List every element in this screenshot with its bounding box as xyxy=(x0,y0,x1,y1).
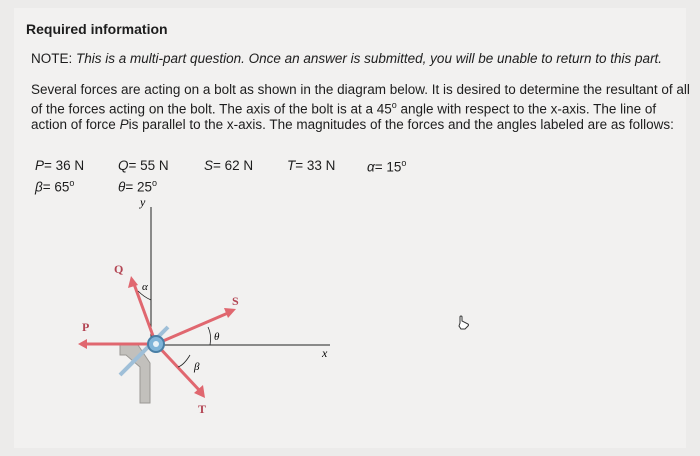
force-S-label: S xyxy=(232,294,239,308)
section-heading: Required information xyxy=(26,21,168,37)
beta-arc xyxy=(178,355,190,367)
mouse-pointer-icon xyxy=(456,315,472,331)
note-text xyxy=(31,51,681,66)
intro-part-2: angle with respect to the x-axis. The line of action of force xyxy=(31,101,657,132)
theta-arc xyxy=(208,327,211,345)
value-P: P= 36 N xyxy=(35,158,85,173)
intro-part-1: Several forces are acting on a bolt as shown in the diagram below. It is desired to determine the resultant of all of the forces acting on the bolt. The axis of the bolt is at a xyxy=(31,82,690,116)
value-beta: $\beta= 65^o$ xyxy=(35,178,75,195)
force-Q-arrowhead xyxy=(128,276,138,288)
intro-force: P xyxy=(119,116,129,132)
value-T: T= 33 N xyxy=(287,158,336,173)
force-T-label: T xyxy=(198,402,207,416)
force-Q-arrow xyxy=(134,284,156,344)
theta-label: θ xyxy=(214,331,220,343)
force-diagram xyxy=(60,195,350,425)
problem-statement: Several forces are acting on a bolt as shown in the diagram below. It is desired to determine the resultant of all of the forces acting on the bolt. The axis of the bolt is at a 45$^o$ angle with respect to the x-axis. The line of action of force Pis parallel to the x-axis. The magnitudes of the forces and the angles labeled are as follows: xyxy=(31,82,690,132)
intro-angle: 45 xyxy=(376,101,392,116)
value-alpha: $\alpha= 15^o$ xyxy=(367,158,407,175)
beta-label: β xyxy=(194,361,200,373)
y-axis-label: y xyxy=(140,195,146,209)
value-Q: Q= 55 N xyxy=(118,158,169,173)
wall-bracket xyxy=(120,345,150,403)
force-P-label: P xyxy=(82,320,90,334)
value-theta: $\theta= 25^o$ xyxy=(118,178,157,195)
force-P-arrowhead xyxy=(78,339,87,349)
alpha-label: α xyxy=(142,281,148,293)
bolt-center xyxy=(153,341,159,347)
intro-part-3: is parallel to the x-axis. The magnitudes of the forces and the angles labeled are as follows: xyxy=(128,116,674,132)
value-S: S= 62 N xyxy=(204,158,254,173)
note-body: This is a multi-part question. Once an answer is submitted, you will be unable to return to this part. xyxy=(76,51,663,66)
note-label: NOTE: xyxy=(31,51,73,66)
force-Q-label: Q xyxy=(114,262,124,276)
x-axis-label: x xyxy=(322,346,328,360)
